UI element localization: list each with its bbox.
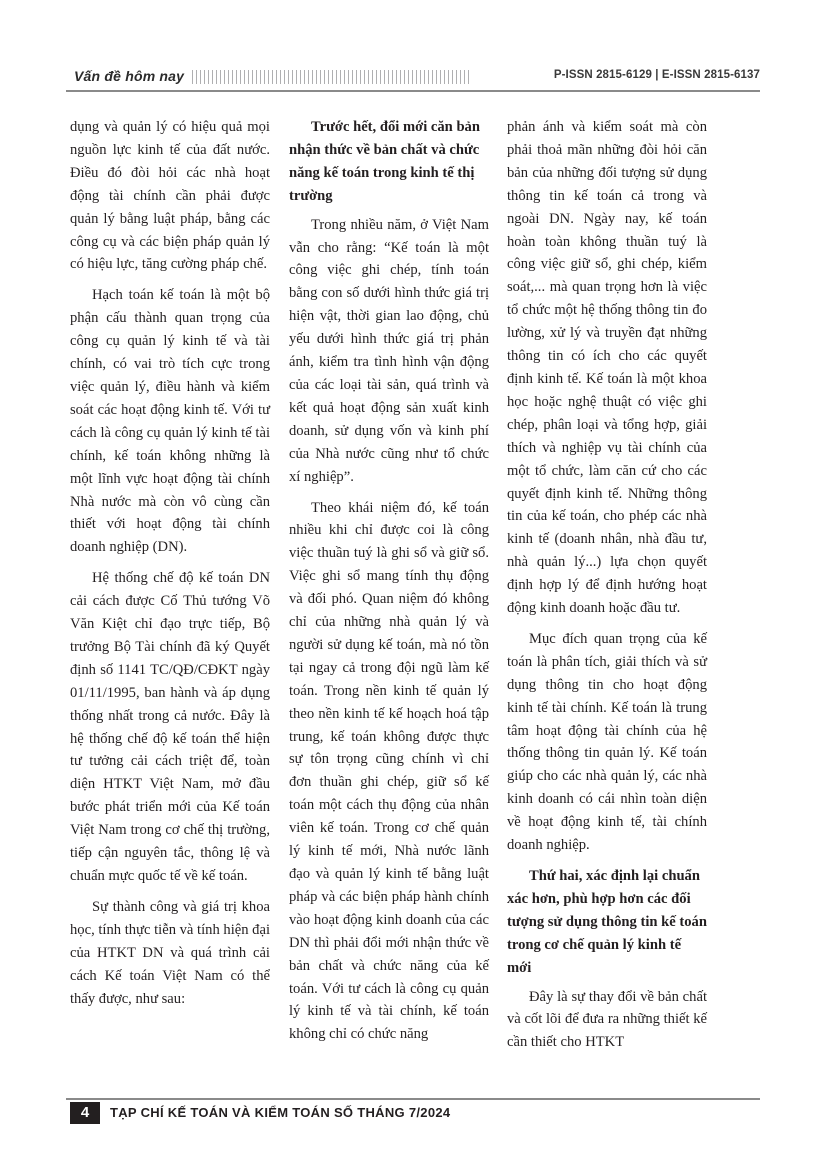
section-heading: Thứ hai, xác định lại chuẩn xác hơn, phù hợp hơn các đối tượng sử dụng thông tin kế toán trong cơ chế quản lý kinh tế mới — [507, 868, 707, 976]
paragraph: dụng và quản lý có hiệu quả mọi nguồn lực kinh tế của đất nước. Điều đó đòi hỏi các nhà hoạt động tài chính cần phải được quản lý bằng luật pháp, bằng các công cụ và các biện pháp quản lý có hiệu lực, tăng cường pháp chế. — [70, 119, 270, 273]
journal-title: TẠP CHÍ KẾ TOÁN VÀ KIỂM TOÁN SỐ THÁNG 7/2024 — [110, 1105, 451, 1120]
page-footer — [66, 1098, 760, 1124]
paragraph: Đây là sự thay đổi về bản chất và cốt lõi để đưa ra những thiết kế cần thiết cho HTKT — [507, 988, 707, 1051]
text-column-2 — [289, 116, 489, 1054]
paragraph: Hệ thống chế độ kế toán DN cải cách được Cố Thủ tướng Võ Văn Kiệt chỉ đạo trực tiếp, Bộ trưởng Bộ Tài chính đã ký Quyết định số 1141 TC/QĐ/CĐKT ngày 01/11/1995, ban hành và áp dụng thống nhất trong cả nước. Đây là hệ thống chế độ kế toán thể hiện tư tưởng cải cách triệt để, toàn diện HTKT Việt Nam, mở đầu bước phát triển mới của Kế toán Việt Nam trong cơ chế thị trường, tiếp cận nguyên tắc, thông lệ và chuẩn mực quốc tế về kế toán. — [70, 570, 270, 884]
paragraph: Mục đích quan trọng của kế toán là phân tích, giải thích và sử dụng thông tin cho hoạt động kinh tế tài chính. Kế toán là trung tâm hoạt động tài chính của hệ thống thông tin quản lý. Kế toán giúp cho các nhà quản lý, các nhà kinh doanh có cái nhìn toàn diện về hoạt động kinh tế, tài chính doanh nghiệp. — [507, 630, 707, 854]
page-number: 4 — [70, 1102, 100, 1124]
paragraph: Theo khái niệm đó, kế toán nhiều khi chỉ được coi là công việc thuần tuý là ghi sổ và giữ sổ. Việc ghi sổ mang tính thụ động và đối phó. Quan niệm đó không chỉ của những nhà quản lý và người sử dụng kế toán, mà nó tồn tại ngay cả trong đội ngũ làm kế toán. Trong nền kinh tế quản lý theo nền kinh tế kế hoạch hoá tập trung, kế toán không được thực sự tôn trọng cũng chính vì chỉ đơn thuần ghi chép, giữ sổ kế toán một cách thụ động của nhân viên kế toán. Trong cơ chế quản lý kinh tế mới, Nhà nước lãnh đạo và quản lý kinh tế bằng luật pháp và các biện pháp hành chính vào hoạt động kinh doanh của các DN thì phải đổi mới nhận thức về bản chất và chức năng của kế toán. Với tư cách là công cụ quản lý kinh tế và tài chính, kế toán không chỉ có chức năng — [289, 499, 489, 1043]
text-column-1 — [70, 116, 270, 1018]
section-title: Vấn đề hôm nay — [74, 68, 185, 84]
footer-rule — [66, 1098, 760, 1100]
text-column-3 — [507, 116, 707, 1062]
page-header — [66, 66, 760, 88]
issn-label: P-ISSN 2815-6129 | E-ISSN 2815-6137 — [553, 69, 760, 81]
decorative-stripes — [192, 70, 472, 84]
paragraph: Trong nhiều năm, ở Việt Nam vẫn cho rằng: “Kế toán là một công việc ghi chép, tính toán bằng con số dưới hình thức giá trị hiện vật, thời gian lao động, chủ yếu dưới hình thức giá trị phản ánh, kiểm tra tình hình vận động của các loại tài sản, quá trình và kết quả hoạt động sản xuất kinh doanh, sử dụng vốn và kinh phí của Nhà nước cũng như tổ chức xí nghiệp”. — [289, 216, 489, 485]
section-heading: Trước hết, đổi mới căn bản nhận thức về bản chất và chức năng kế toán trong kinh tế thị trường — [289, 119, 480, 204]
paragraph: phản ánh và kiểm soát mà còn phải thoả mãn những đòi hỏi căn bản của những đối tượng sử dụng thông tin kế toán cả trong và ngoài DN. Ngày nay, kế toán hoàn toàn không thuần tuý là công việc giữ sổ, ghi chép, kiểm soát,... mà quan trọng hơn là việc tổ chức một hệ thống thông tin đo lường, xử lý và truyền đạt những thông tin có ích cho các quyết định kinh tế. Kế toán là một khoa học hoặc nghệ thuật có việc ghi chép, phân loại và tổng hợp, giải thích và nghiệp vụ tài chính của một tổ chức, làm căn cứ cho các quyết định kinh tế. Những thông tin của kế toán, cho phép các nhà kinh tế (doanh nhân, nhà đầu tư, nhà quản lý...) lựa chọn quyết định hợp lý để định hướng hoạt động kinh doanh hoặc đầu tư. — [507, 119, 707, 617]
header-rule — [66, 90, 760, 92]
paragraph: Sự thành công và giá trị khoa học, tính thực tiễn và tính hiện đại của HTKT DN và quá trình cải cách Kế toán Việt Nam có thể thấy được, như sau: — [70, 898, 271, 1007]
paragraph: Hạch toán kế toán là một bộ phận cấu thành quan trọng của công cụ quản lý kinh tế và tài chính, có vai trò tích cực trong việc quản lý, điều hành và kiểm soát các hoạt động kinh tế. Với tư cách là công cụ quản lý kinh tế tài chính, kế toán không những là một lĩnh vực hoạt động tài chính Nhà nước mà còn vô cùng cần thiết với hoạt động tài chính doanh nghiệp (DN). — [70, 287, 270, 556]
